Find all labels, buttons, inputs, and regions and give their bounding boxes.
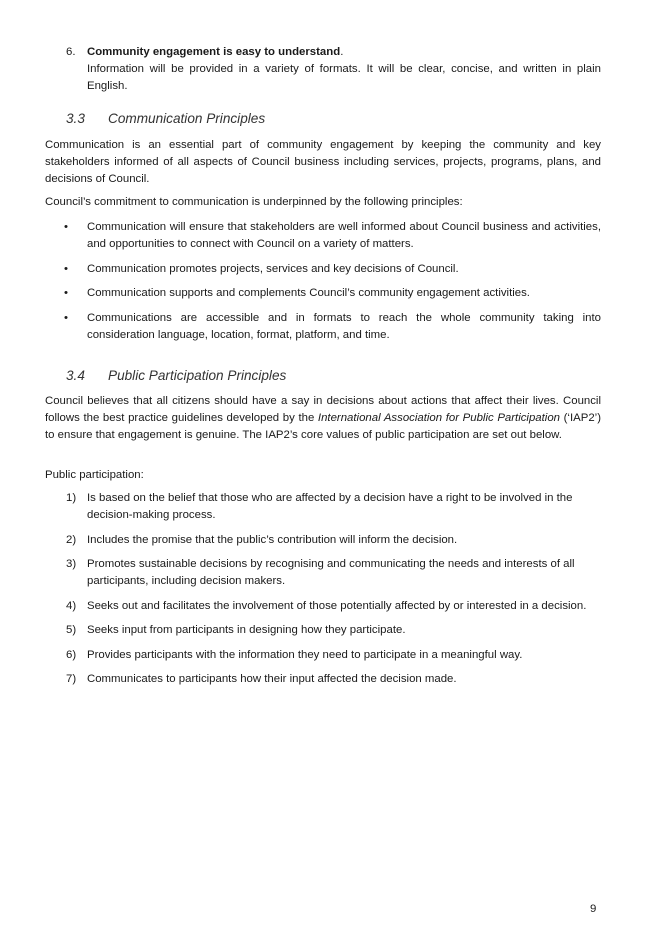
section-title: Communication Principles <box>108 111 266 126</box>
bullet-icon: • <box>64 221 68 233</box>
principle-lead-punct: . <box>340 46 344 58</box>
communication-paragraph: Communication is an essential part of community engagement by keeping the community and key stakeholders informed of all aspects of Council business including services, projects, programs, plans, and decisions of Council. <box>45 139 601 185</box>
public-participation-list <box>45 490 601 696</box>
list-item-number: 6) <box>66 648 77 661</box>
list-item: 5) Seeks input from participants in designing how they participate. <box>45 622 601 639</box>
list-item: 3) Promotes sustainable decisions by recognising and communicating the needs and interests of all participants, including decision makers. <box>66 558 575 587</box>
communication-intro: Council’s commitment to communication is underpinned by the following principles: <box>45 196 463 208</box>
principle-text: Information will be provided in a variety of formats. It will be clear, concise, and written in plain English. <box>87 63 601 92</box>
section-heading-3-3 <box>66 110 265 128</box>
list-item-number: 7) <box>66 673 77 685</box>
engagement-principle-6 <box>87 44 601 95</box>
communication-principles-list <box>45 219 601 351</box>
principle-lead: Community engagement is easy to understand <box>87 46 341 58</box>
list-item: • Communication will ensure that stakeholders are well informed about Council business and activities, and opportunities to connect with Council on a variety of matters. <box>64 221 601 250</box>
bullet-icon: • <box>64 311 68 324</box>
list-item: • Communication promotes projects, services and key decisions of Council. <box>45 261 601 278</box>
section-title: Public Participation Principles <box>108 368 287 383</box>
bullet-icon: • <box>64 287 68 299</box>
list-item-number: 4) <box>66 599 77 612</box>
list-item: 7) Communicates to participants how their input affected the decision made. <box>45 671 601 688</box>
section-number: 3.4 <box>66 368 85 383</box>
list-item-number: 1) <box>66 492 77 504</box>
list-item-number: 2) <box>66 533 77 546</box>
list-item: 6) Provides participants with the information they need to participate in a meaningful way. <box>45 647 601 664</box>
page-number: 9 <box>590 903 597 915</box>
participation-paragraph: Council believes that all citizens should have a say in decisions about actions that affect their lives. Council follows the best practice guidelines developed by the International Association for Public Participation (‘IAP2’) to ensure that engagement is genuine. The IAP2’s core values of public participation are set out below. <box>45 395 601 441</box>
section-number: 3.3 <box>66 111 85 126</box>
bullet-icon: • <box>64 262 68 275</box>
list-item: • Communication supports and complements Council’s community engagement activities. <box>45 285 601 302</box>
list-item-number: 6. <box>66 46 76 58</box>
list-item: 1) Is based on the belief that those who are affected by a decision have a right to be involved in the decision-making process. <box>66 492 573 521</box>
list-item-number: 3) <box>66 558 77 570</box>
participation-intro: Public participation: <box>45 469 144 481</box>
section-heading-3-4 <box>66 367 286 385</box>
list-item: 2) Includes the promise that the public’s contribution will inform the decision. <box>45 532 601 549</box>
list-item-number: 5) <box>66 624 77 636</box>
iap2-name: International Association for Public Participation <box>317 412 560 424</box>
list-item: 4) Seeks out and facilitates the involvement of those potentially affected by or interested in a decision. <box>45 598 601 615</box>
list-item: • Communications are accessible and in formats to reach the whole community taking into consideration language, location, format, platform, and time. <box>64 311 601 341</box>
